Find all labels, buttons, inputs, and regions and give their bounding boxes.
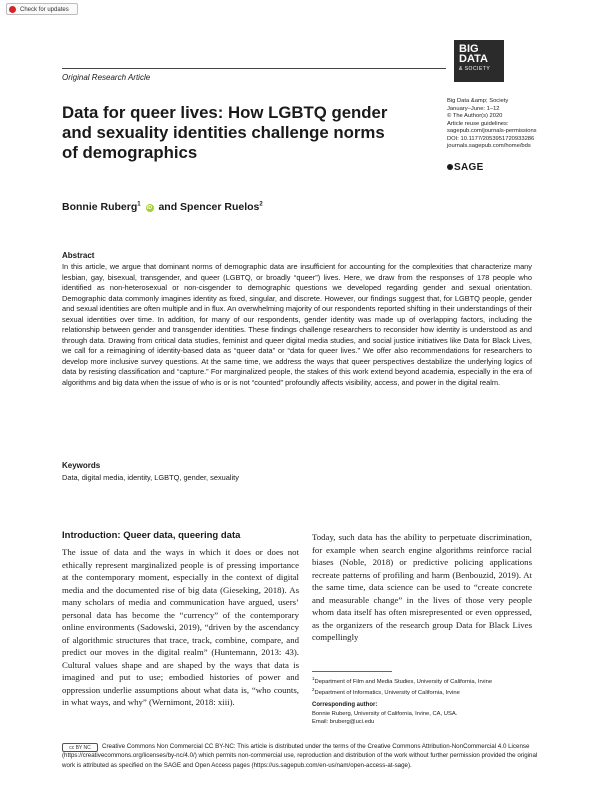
abstract-heading: Abstract	[62, 251, 95, 260]
author-1-affil: 1	[137, 201, 141, 208]
journal-metadata	[447, 98, 587, 151]
meta-copyright: © The Author(s) 2020	[447, 113, 503, 119]
article-title: Data for queer lives: How LGBTQ gender and sexuality identities challenge norms of demographics	[62, 103, 388, 162]
affiliation-2	[312, 686, 542, 697]
meta-reuse: Article reuse guidelines:	[447, 120, 509, 127]
authors	[62, 201, 263, 213]
meta-doi[interactable]: DOI: 10.1177/2053951720933286	[447, 135, 535, 142]
footnote-rule	[312, 671, 392, 672]
orcid-icon[interactable]: iD	[147, 205, 153, 211]
corresponding-author-email[interactable]: Email: bruberg@uci.edu	[312, 719, 375, 725]
author-2: and Spencer Ruelos	[158, 201, 260, 213]
affiliation-1	[312, 675, 542, 686]
publisher-logo	[447, 162, 484, 173]
meta-journal: Big Data &amp; Society	[447, 98, 509, 104]
corresponding-author	[312, 710, 542, 726]
affiliation-2-marker: 2	[312, 686, 315, 692]
keywords-heading: Keywords	[62, 461, 101, 470]
logo-line-1: BIG	[459, 43, 479, 55]
affiliation-2-text: Department of Informatics, University of California, Irvine	[314, 689, 460, 696]
publisher-name: SAGE	[454, 162, 484, 173]
check-updates-icon	[9, 6, 16, 13]
check-for-updates-label: Check for updates	[20, 7, 69, 13]
license-text: Creative Commons Non Commercial CC BY-NC: This article is distributed under the terms of the Creative Commons Attribution-NonCommercial 4.0 License (https://creativecommons.org/licenses/by-nc/4.0/) which permits non-commercial use, reproduction and distribution of the work without further permission provided the original work is attributed as specified on the SAGE and Open Access pages (https://us.sagepub.com/en-us/nam/open-access-at-sage).	[62, 743, 538, 769]
section-heading: Introduction: Queer data, queering data	[62, 530, 241, 541]
check-for-updates-button[interactable]	[6, 3, 78, 15]
header-rule	[62, 68, 446, 69]
journal-logo	[454, 40, 504, 82]
sage-dot-icon	[447, 164, 453, 170]
abstract-text: In this article, we argue that dominant norms of demographic data are insufficient for accounting for the complexities that characterize many lesbian, gay, bisexual, transgender, and queer (LGBTQ, or broadly “queer”) lives. Here, we draw from the responses of 178 people who identified as non-heterosexual or non-cisgender to demographic questions we developed regarding gender and sexual orientation. Demographic data commonly imagines identity as fixed, singular, and discrete. However, our findings suggest that, for LGBTQ people, gender and sexual identities are often multiple and in flux. An overwhelming majority of our respondents reported shifting in their understandings of their sexual identities over time. In addition, for many of our respondents, gender identity was made up of overlapping factors, including the relationship between gender and transgender identities. These findings challenge researchers to reconsider how identity is understood as and through data. Drawing from critical data studies, feminist and queer digital media studies, and social justice initiatives like Data for Black Lives, we call for a reimagining of identity-based data as “queer data” or “data for queer lives.” We offer also recommendations for researchers to develop more inclusive survey questions. At the same time, we address the ways that queer perspectives destabilize the underlying logics of data by resisting classification and “capture.” For marginalized people, the stakes of this work extend beyond academia, especially in the era of algorithms and big data when the issue of who is or is not “counted” profoundly affects visibility, access, and power in the digital realm.	[62, 262, 532, 387]
author-1: Bonnie Ruberg	[62, 201, 138, 213]
affiliation-1-marker: 1	[312, 676, 315, 681]
keywords-text: Data, digital media, identity, LGBTQ, gender, sexuality	[62, 473, 239, 482]
author-2-affil: 2	[259, 201, 263, 208]
meta-permissions-link[interactable]: sagepub.com/journals-permissions	[447, 128, 537, 134]
body-column-right: Today, such data has the ability to perpetuate discrimination, for example when search engine algorithms reinforce racial biases (Noble, 2018) or predictive policing applications recreate patterns of profiling and harm (Benbouzid, 2019). At the same time, data science can be used to “create concrete and measurable change” in the lives of those very people whom data itself has often misrepresented or even oppressed, as the organizers of the research group Data for Black Lives compellingly	[312, 532, 532, 642]
logo-line-3: & SOCIETY	[459, 66, 491, 72]
article-type: Original Research Article	[62, 73, 151, 82]
meta-home-link[interactable]: journals.sagepub.com/home/bds	[447, 143, 531, 149]
corresponding-author-address: Bonnie Ruberg, University of California, Irvine, CA, USA.	[312, 711, 458, 717]
affiliations	[312, 675, 542, 697]
body-column-left: The issue of data and the ways in which it does or does not ethically represent marginalized people is of pressing importance at the contemporary moment, especially in the context of digital media and the documented rise of big data (Gieseking, 2018). As many scholars of media and communication have argued, users’ personal data has become the “currency” of the contemporary online environments (Sadowski, 2019), “driven by the ascendancy of algorithmic structures that trace, track, combine, compare, and predict our moves in the digital realm” (Huntemann, 2013: 43). Cultural values shape and are shaped by the ways that data is imagined and put to use; embodied histories of power and oppression underlie assumptions about what data is, “who counts, in what ways, and why” (Wernimont, 2018: xiii).	[62, 547, 299, 707]
affiliation-1-text: Department of Film and Media Studies, University of California, Irvine	[314, 678, 493, 685]
creative-commons-icon: cc BY NC	[62, 743, 98, 752]
logo-line-2: DATA	[459, 53, 488, 65]
corresponding-author-heading: Corresponding author:	[312, 702, 378, 708]
meta-issue: January–June: 1–12	[447, 105, 500, 112]
